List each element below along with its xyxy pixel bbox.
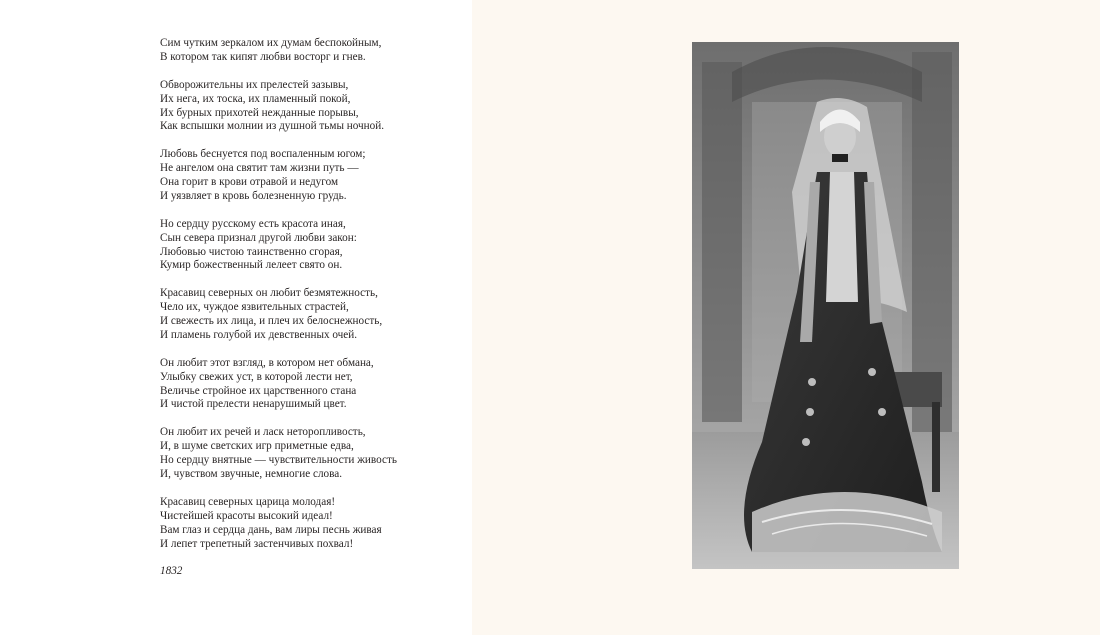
poem-stanza <box>160 287 397 343</box>
poem-line: Величье стройное их царственного стана <box>160 384 357 397</box>
poem-line: Он любит их речей и ласк неторопливость, <box>160 426 366 439</box>
poem-line: Как вспышки молнии из душной тьмы ночной. <box>160 120 385 133</box>
poem-line: Любовь беснуется под воспаленным югом; <box>160 148 366 161</box>
poem-stanza <box>160 426 397 482</box>
poem-stanza <box>160 148 397 204</box>
poem-line: Красавиц северных царица молодая! <box>160 495 336 508</box>
poem-line: Вам глаз и сердца дань, вам лиры песнь живая <box>160 523 382 536</box>
poem-line: Улыбку свежих уст, в которой лести нет, <box>160 370 353 383</box>
poem-line: Красавиц северных он любит безмятежность, <box>160 287 378 300</box>
poem-line: Но сердцу внятные — чувствительности живость <box>160 454 397 467</box>
poem-line: Он любит этот взгляд, в котором нет обмана, <box>160 356 374 369</box>
poem-line: И, чувством звучные, немногие слова. <box>160 468 343 480</box>
poem-stanzas <box>160 37 397 551</box>
left-page <box>0 0 472 635</box>
poem-line: Кумир божественный лелеет свято он. <box>160 259 343 272</box>
poem-line: И уязвляет в кровь болезненную грудь. <box>160 189 347 202</box>
poem-line: Сын севера признал другой любви закон: <box>160 231 357 244</box>
poem-line: И чистой прелести ненарушимый цвет. <box>160 398 347 411</box>
poem-line: Она горит в крови отравой и недугом <box>160 176 339 189</box>
portrait-illustration <box>692 42 959 569</box>
poem-line: Их нега, их тоска, их пламенный покой, <box>160 92 351 105</box>
poem-date: 1832 <box>160 565 183 578</box>
portrait-photo <box>692 42 959 569</box>
poem-line: Любовью чистою таинственно сгорая, <box>160 245 343 258</box>
poem-line: И пламень голубой их девственных очей. <box>160 328 358 341</box>
poem-line: Не ангелом она святит там жизни путь — <box>160 162 359 175</box>
poem-stanza <box>160 79 397 135</box>
poem-line: Чистейшей красоты высокий идеал! <box>160 509 333 522</box>
poem-stanza <box>160 357 397 413</box>
poem-stanza <box>160 496 397 552</box>
poem <box>160 37 397 579</box>
right-page <box>472 0 1100 635</box>
poem-line: Обворожительны их прелестей зазывы, <box>160 78 349 91</box>
poem-stanza <box>160 218 397 274</box>
poem-line: И свежесть их лица, и плеч их белоснежность, <box>160 315 383 328</box>
poem-line: В котором так кипят любви восторг и гнев. <box>160 50 366 63</box>
poem-line: Их бурных прихотей нежданные порывы, <box>160 106 359 119</box>
poem-line: Но сердцу русскому есть красота иная, <box>160 217 346 230</box>
poem-stanza <box>160 37 397 65</box>
poem-line: Чело их, чуждое язвительных страстей, <box>160 301 349 314</box>
poem-line: И лепет трепетный застенчивых похвал! <box>160 537 354 550</box>
poem-line: И, в шуме светских игр приметные едва, <box>160 440 354 453</box>
poem-line: Сим чутким зеркалом их думам беспокойным, <box>160 37 382 49</box>
